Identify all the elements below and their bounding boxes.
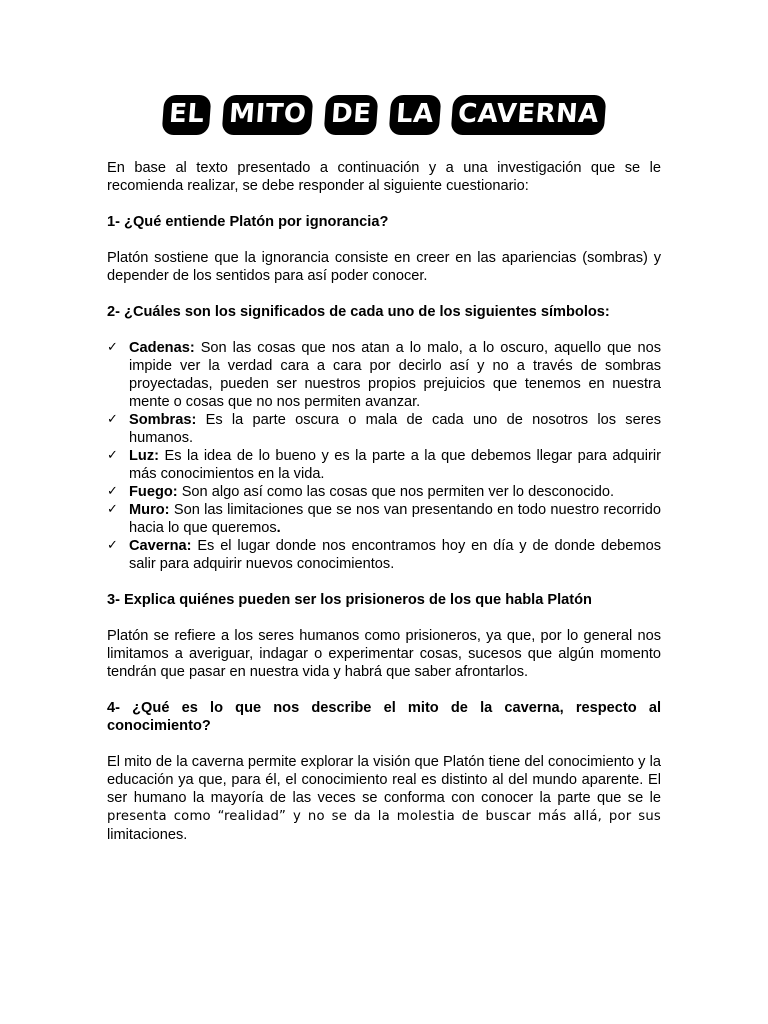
- question-2: 2- ¿Cuáles son los significados de cada uno de los siguientes símbolos:: [107, 304, 610, 320]
- list-item-luz: [107, 447, 661, 483]
- title-word-mito: MITO: [222, 95, 314, 135]
- check-mark-icon: ✓: [107, 448, 118, 463]
- symbol-term: Luz:: [129, 448, 159, 464]
- title-word-2: [223, 95, 312, 135]
- document-page: [107, 95, 661, 862]
- check-mark-icon: ✓: [107, 502, 118, 517]
- title-word-de: DE: [324, 95, 379, 135]
- check-mark-icon: ✓: [107, 484, 118, 499]
- list-item-fuego: [107, 483, 661, 501]
- question-1: 1- ¿Qué entiende Platón por ignorancia?: [107, 214, 389, 230]
- symbol-definition: Es la idea de lo bueno y es la parte a la que debemos llegar para adquirir más conocimientos en la vida.: [129, 448, 661, 482]
- title-word-la: LA: [388, 95, 441, 135]
- title-word-1: [163, 95, 210, 135]
- question-3: 3- Explica quiénes pueden ser los prisioneros de los que habla Platón: [107, 592, 592, 608]
- list-item-caverna: [107, 537, 661, 573]
- list-item-muro: [107, 501, 661, 537]
- symbol-definition: Son las limitaciones que se nos van presentando en todo nuestro recorrido hacia lo que queremos: [129, 502, 661, 536]
- symbol-definition: Es la parte oscura o mala de cada uno de nosotros los seres humanos.: [129, 412, 661, 446]
- list-item-sombras: [107, 411, 661, 447]
- answer-1: Platón sostiene que la ignorancia consiste en creer en las apariencias (sombras) y depender de los sentidos para así poder conocer.: [107, 250, 661, 284]
- question-4: 4- ¿Qué es lo que nos describe el mito de la caverna, respecto al conocimiento?: [107, 700, 661, 734]
- answer-4-part-1: El mito de la caverna permite explorar la visión que Platón tiene del conocimiento y la educación ya que, para él, el conocimiento real es distinto al del mundo aparente. El ser humano la mayoría de las veces se conforma con conocer la parte que se le: [107, 754, 661, 806]
- symbol-term: Fuego:: [129, 484, 178, 500]
- list-item-cadenas: [107, 339, 661, 411]
- symbol-term: Caverna:: [129, 538, 192, 554]
- intro-paragraph: En base al texto presentado a continuación y a una investigación que se le recomienda realizar, se debe responder al siguiente cuestionario:: [107, 160, 661, 194]
- title-word-4: [390, 95, 440, 135]
- title-word-caverna: CAVERNA: [451, 95, 607, 135]
- symbol-term: Sombras:: [129, 412, 197, 428]
- answer-4-part-2: presenta como “realidad” y no se da la molestia de buscar más allá, por sus: [107, 809, 661, 824]
- document-title: [107, 95, 661, 139]
- symbol-definition: Son algo así como las cosas que nos permiten ver lo desconocido.: [177, 484, 615, 500]
- answer-4: [107, 753, 661, 844]
- symbol-definition-end: .: [276, 520, 281, 536]
- check-mark-icon: ✓: [107, 412, 118, 427]
- symbol-term: Cadenas:: [129, 340, 195, 356]
- symbol-term: Muro:: [129, 502, 170, 518]
- title-word-3: [325, 95, 377, 135]
- title-word-5: [452, 95, 605, 135]
- check-mark-icon: ✓: [107, 538, 118, 553]
- answer-3: Platón se refiere a los seres humanos como prisioneros, ya que, por lo general nos limitamos a averiguar, indagar o experimentar cosas, sucesos que algún momento tendrán que pasar en nuestra vida y habrá que saber afrontarlos.: [107, 628, 661, 680]
- answer-4-part-3: limitaciones.: [107, 827, 188, 843]
- check-mark-icon: ✓: [107, 340, 118, 355]
- symbol-definition: Es el lugar donde nos encontramos hoy en día y de donde debemos salir para adquirir nuevos conocimientos.: [129, 538, 661, 572]
- symbol-definition: Son las cosas que nos atan a lo malo, a lo oscuro, aquello que nos impide ver la verdad cara a cara por decirlo así y no a través de sombras proyectadas, pueden ser nuestros propios prejuicios que tenemos en nuestra mente o cosas que no nos permiten avanzar.: [129, 340, 661, 410]
- symbols-list: [107, 339, 661, 573]
- title-word-el: EL: [162, 95, 212, 135]
